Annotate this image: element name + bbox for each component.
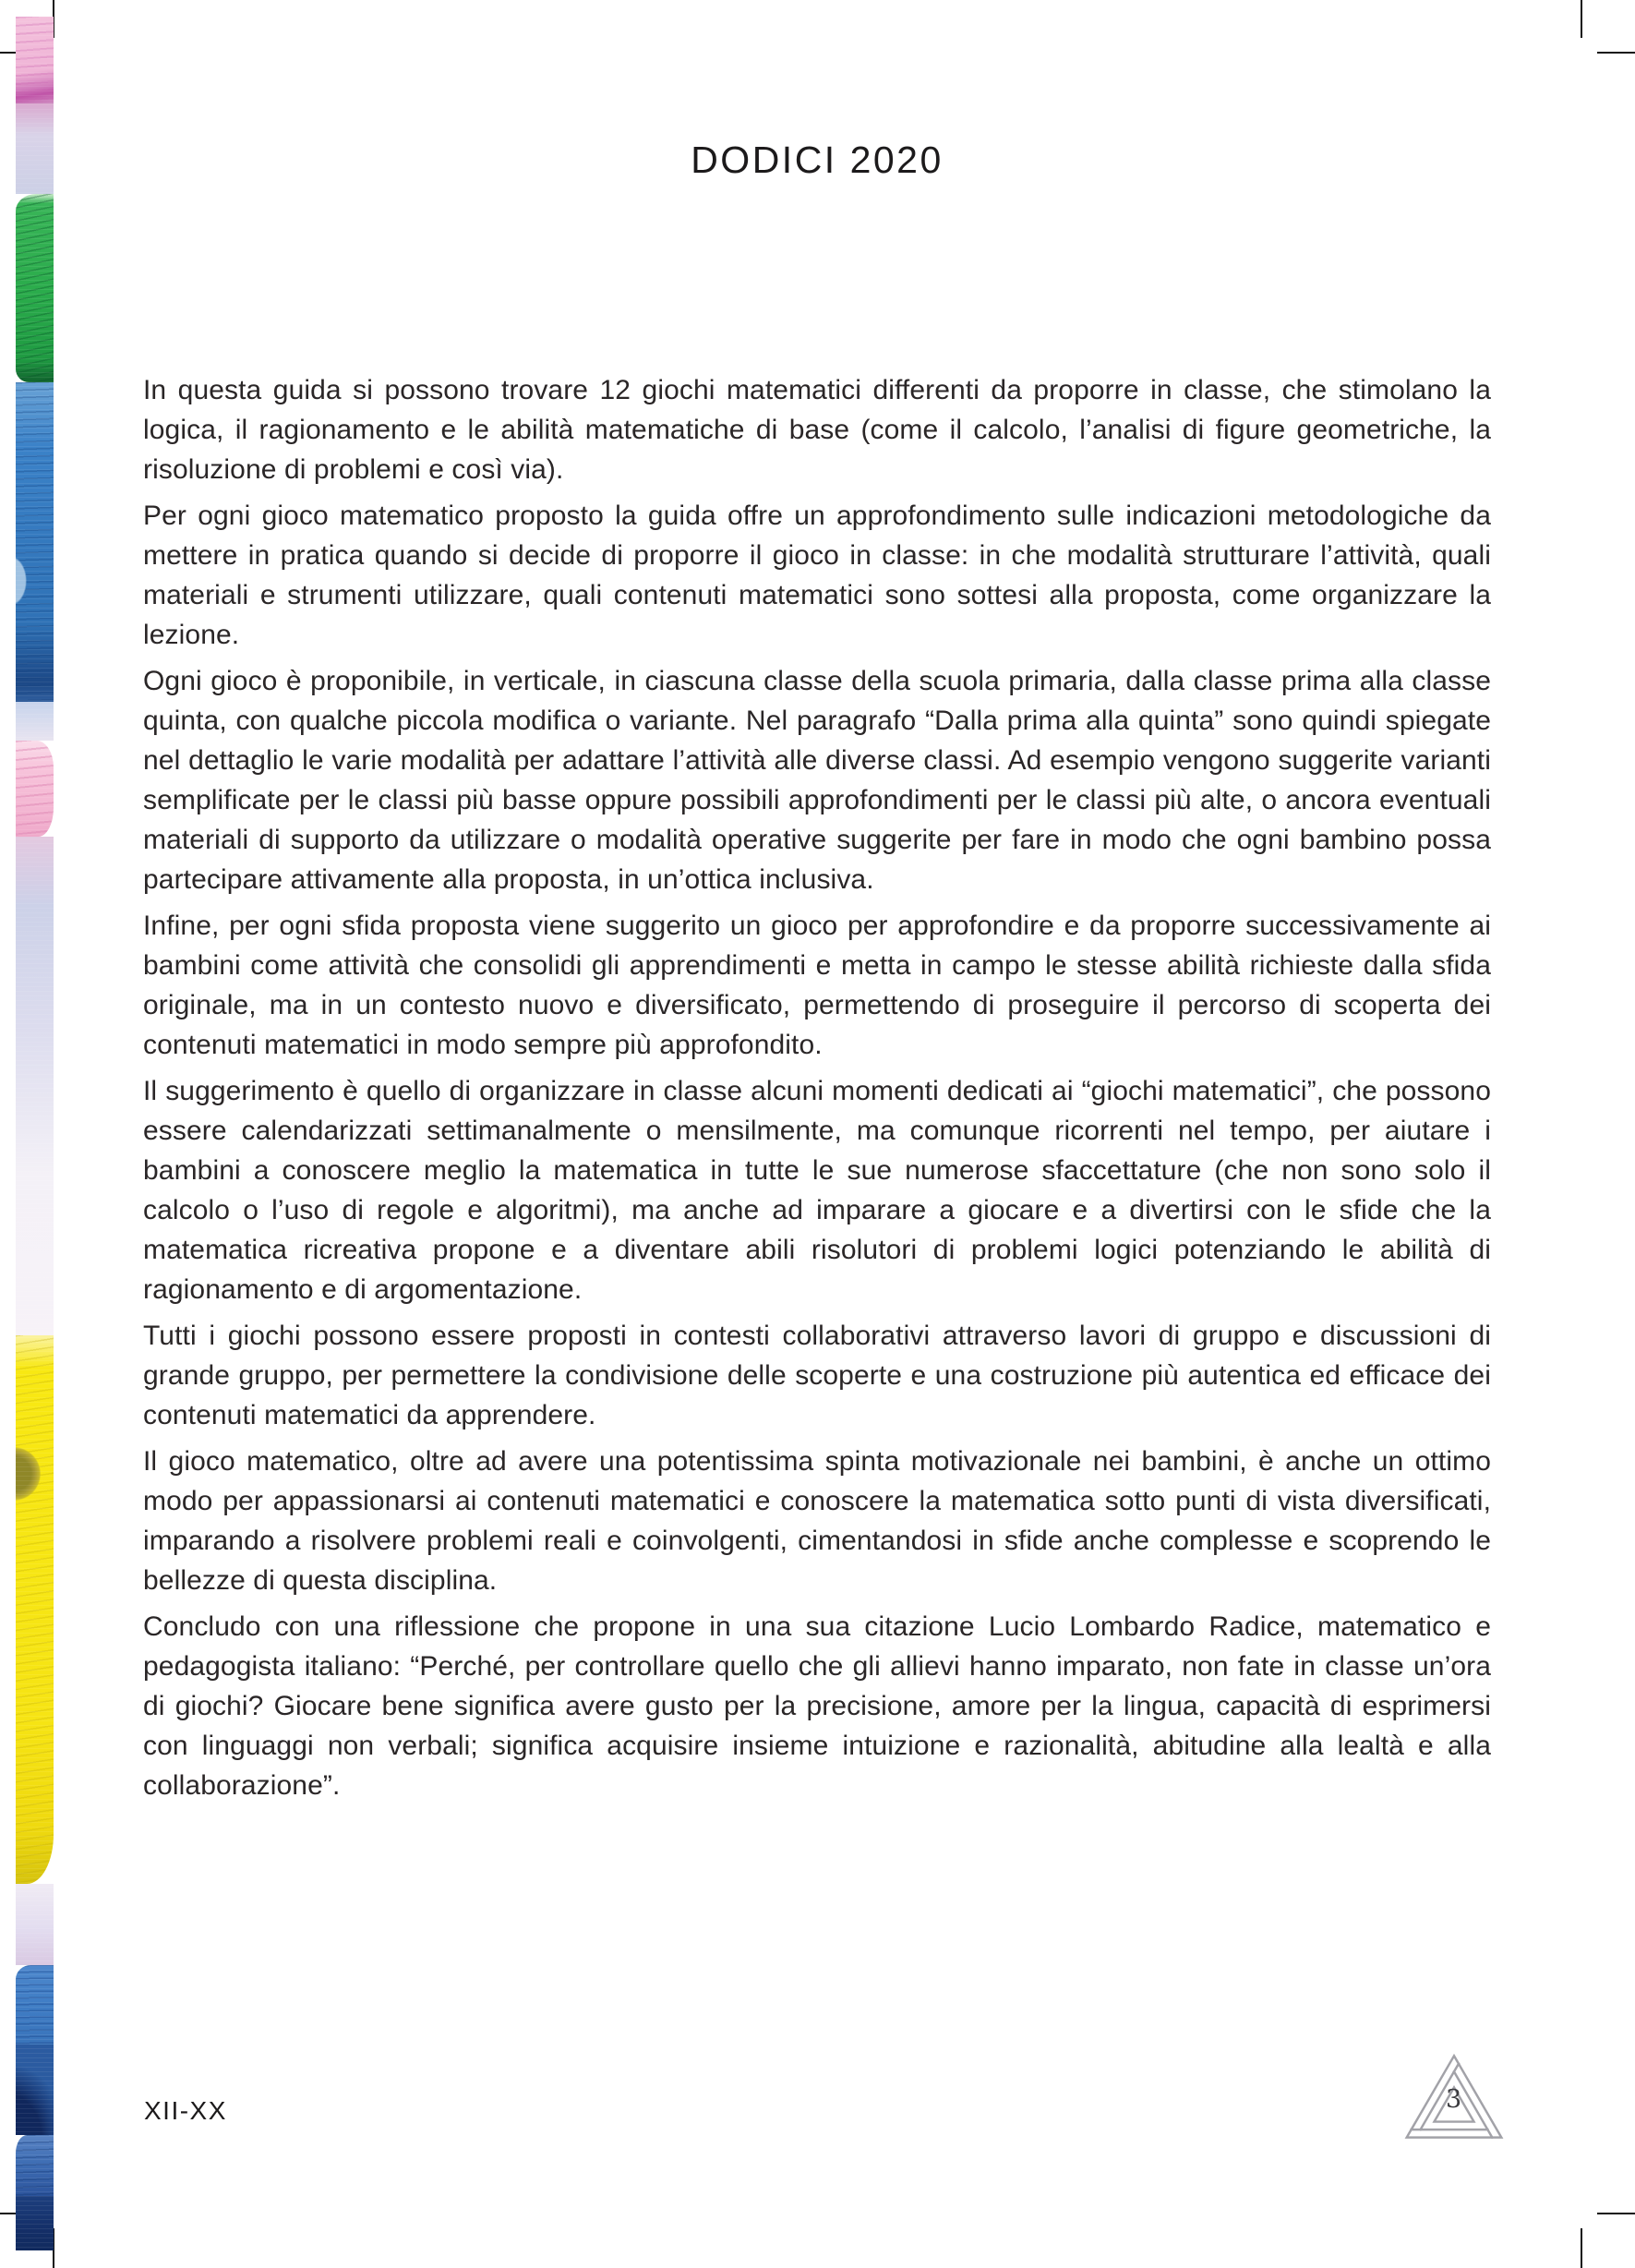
page-number: 3 bbox=[1446, 2085, 1462, 2114]
body-text bbox=[143, 370, 1491, 1805]
footer-edition-label: XII-XX bbox=[144, 2096, 227, 2125]
photo-blue-piece-lower bbox=[16, 1965, 54, 2045]
paragraph-collaboration: Tutti i giochi possono essere proposti in contesti collaborativi attraverso lavori di gruppo e discussioni di grande gruppo, per permettere la condivisione delle scoperte e una costruzione più autentica ed efficace dei contenuti matematici da apprendere. bbox=[143, 1321, 1491, 1430]
paragraph-intro: In questa guida si possono trovare 12 giochi matematici differenti da proporre in classe, che stimolano la logica, il ragionamento e le abilità matematiche di base (come il calcolo, l’analisi di figure geometriche, la risoluzione di problemi e così via). bbox=[143, 375, 1491, 485]
crop-mark-bottom-right-vertical bbox=[1581, 2228, 1582, 2268]
photo-pink-piece-top bbox=[16, 17, 54, 103]
page-content bbox=[143, 139, 1491, 1812]
photo-lavender-fade bbox=[16, 837, 54, 1335]
photo-navy-shadow bbox=[16, 2045, 54, 2135]
photo-pink-piece-middle bbox=[16, 741, 54, 837]
photo-navy-bottom bbox=[16, 2196, 54, 2250]
crop-mark-top-right-horizontal bbox=[1597, 52, 1635, 54]
page-title: DODICI 2020 bbox=[691, 139, 944, 181]
paragraph-follow-up-games: Infine, per ogni sfida proposta viene suggerito un gioco per approfondire e da proporre successivamente ai bambini come attività che consolidi gli apprendimenti e metta in campo le stesse abilità richieste dalla sfida originale, ma in un contesto nuovo e diversificato, permettendo di proseguire il percorso di scoperta dei contenuti matematici in modo sempre più approfondito. bbox=[143, 911, 1491, 1060]
paragraph-scheduling: Il suggerimento è quello di organizzare in classe alcuni momenti dedicati ai “giochi matematici”, che possono essere calendarizzati settimanalmente o mensilmente, ma comunque ricorrenti nel tempo, per aiutare i bambini a conoscere meglio la matematica in tutte le sue numerose sfaccettature (che non sono solo il calcolo o l’uso di regole e algoritmi), ma anche ad imparare a giocare e a divertirsi con le sfide che la matematica ricreativa propone e a diventare abili risolutori di problemi logici potenziando le abilità di ragionamento e di argomentazione. bbox=[143, 1076, 1491, 1305]
photo-blue-piece-bottom bbox=[16, 2135, 54, 2196]
crop-mark-bottom-right-horizontal bbox=[1597, 2213, 1635, 2214]
paragraph-verticality: Ogni gioco è proponibile, in verticale, in ciascuna classe della scuola primaria, dalla classe prima alla classe quinta, con qualche piccola modifica o variante. Nel paragrafo “Dalla prima alla quinta” sono quindi spiegate nel dettaglio le varie modalità per adattare l’attività alle diverse classi. Ad esempio vengono suggerite varianti semplificate per le classi più basse oppure possibili approfondimenti per le classi più alte, o ancora eventuali materiali di supporto da utilizzare o modalità operative suggerite per fare in modo che ogni bambino possa partecipare attivamente alla proposta, in un’ottica inclusiva. bbox=[143, 666, 1491, 895]
paragraph-quote-radice: Concludo con una riflessione che propone in una sua citazione Lucio Lombardo Radice, matematico e pedagogista italiano: “Perché, per controllare quello che gli allievi hanno imparato, non fate in classe un’ora di giochi? Giocare bene significa avere gusto per la precisione, amore per la lingua, capacità di esprimersi con linguaggi non verbali; significa acquisire insieme intuizione e razionalità, abitudine alla lealtà e alla collaborazione”. bbox=[143, 1611, 1491, 1801]
page-number-marker bbox=[1401, 2050, 1507, 2142]
margin-photo-strip bbox=[16, 17, 54, 2250]
photo-green-piece bbox=[16, 194, 54, 382]
paragraph-methodology: Per ogni gioco matematico proposto la guida offre un approfondimento sulle indicazioni metodologiche da mettere in pratica quando si decide di proporre il gioco in classe: in che modalità strutturare l’attività, quali materiali e strumenti utilizzare, quali contenuti matematici sono sottesi alla proposta, come organizzare la lezione. bbox=[143, 501, 1491, 650]
photo-blue-piece-upper bbox=[16, 382, 54, 702]
crop-mark-top-right-vertical bbox=[1581, 0, 1582, 38]
photo-yellow-piece bbox=[16, 1335, 54, 1884]
photo-lavender-gap-1 bbox=[16, 103, 54, 194]
paragraph-motivation: Il gioco matematico, oltre ad avere una potentissima spinta motivazionale nei bambini, è anche un ottimo modo per appassionarsi ai contenuti matematici e conoscere la matematica sotto punti di vista diversificati, imparando a risolvere problemi reali e coinvolgenti, cimentandosi in sfide anche complesse e scoprendo le bellezze di questa disciplina. bbox=[143, 1446, 1491, 1596]
photo-light-gap bbox=[16, 702, 54, 741]
photo-lavender-gap-2 bbox=[16, 1884, 54, 1965]
